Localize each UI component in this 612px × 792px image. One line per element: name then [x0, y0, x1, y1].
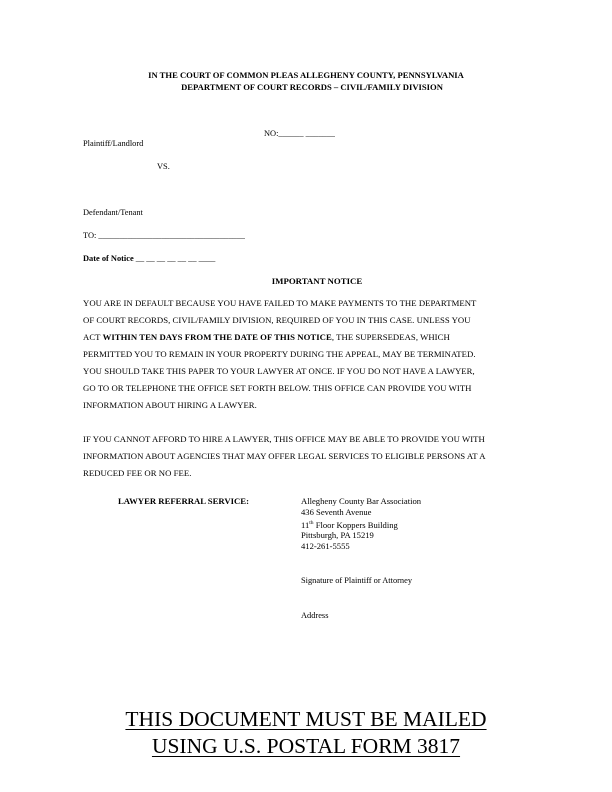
- notice-line-part: ACT: [83, 332, 103, 342]
- notice-line: INFORMATION ABOUT AGENCIES THAT MAY OFFER LEGAL SERVICES TO ELIGIBLE PERSONS AT A: [83, 451, 486, 461]
- notice-deadline-text: WITHIN TEN DAYS FROM THE DATE OF THIS NOTICE: [102, 332, 332, 342]
- referral-city: Pittsburgh, PA 15219: [301, 530, 374, 540]
- notice-line: GO TO OR TELEPHONE THE OFFICE SET FORTH BELOW. THIS OFFICE CAN PROVIDE YOU WITH: [83, 383, 472, 393]
- case-number-field[interactable]: NO:______ _______: [264, 129, 335, 138]
- versus-label: VS.: [157, 162, 170, 171]
- referral-street: 436 Seventh Avenue: [301, 507, 372, 517]
- signature-field[interactable]: Signature of Plaintiff or Attorney: [301, 576, 413, 585]
- notice-line: OF COURT RECORDS, CIVIL/FAMILY DIVISION, REQUIRED OF YOU IN THIS CASE. UNLESS YOU: [83, 315, 471, 325]
- floor-number: 11: [301, 519, 310, 530]
- floor-suffix: th: [309, 520, 314, 526]
- division-title: DEPARTMENT OF COURT RECORDS – CIVIL/FAMILY DIVISION: [181, 82, 443, 92]
- date-of-notice-label: Date of Notice: [83, 254, 134, 263]
- to-field[interactable]: TO: ___________________________________: [83, 231, 245, 240]
- referral-label: LAWYER REFERRAL SERVICE:: [118, 496, 249, 506]
- notice-line: YOU SHOULD TAKE THIS PAPER TO YOUR LAWYER AT ONCE. IF YOU DO NOT HAVE A LAWYER,: [83, 366, 475, 376]
- defendant-label: Defendant/Tenant: [83, 208, 143, 217]
- mailing-requirement-text: THIS DOCUMENT MUST BE MAILED: [125, 707, 487, 731]
- mailing-requirement-text: USING U.S. POSTAL FORM 3817: [151, 734, 461, 758]
- plaintiff-label: Plaintiff/Landlord: [83, 139, 144, 148]
- address-field[interactable]: Address: [301, 611, 329, 620]
- referral-org: Allegheny County Bar Association: [301, 496, 422, 506]
- mailing-requirement-line2: [0, 734, 612, 759]
- notice-line: IF YOU CANNOT AFFORD TO HIRE A LAWYER, THIS OFFICE MAY BE ABLE TO PROVIDE YOU WITH: [83, 434, 485, 444]
- notice-title: IMPORTANT NOTICE: [271, 276, 363, 286]
- mailing-requirement-line1: [0, 707, 612, 732]
- notice-line: REDUCED FEE OR NO FEE.: [83, 468, 192, 478]
- court-title: IN THE COURT OF COMMON PLEAS ALLEGHENY COUNTY, PENNSYLVANIA: [148, 70, 464, 80]
- date-of-notice-blank: __ __ __ __ __ __ ____: [133, 254, 216, 263]
- notice-line: YOU ARE IN DEFAULT BECAUSE YOU HAVE FAILED TO MAKE PAYMENTS TO THE DEPARTMENT: [83, 298, 477, 308]
- floor-building: Floor Koppers Building: [313, 519, 398, 530]
- notice-line-part: , THE SUPERSEDEAS, WHICH: [331, 332, 450, 342]
- date-of-notice-field[interactable]: [83, 254, 215, 263]
- notice-line: [83, 332, 450, 342]
- notice-line: PERMITTED YOU TO REMAIN IN YOUR PROPERTY DURING THE APPEAL, MAY BE TERMINATED.: [83, 349, 476, 359]
- notice-line: INFORMATION ABOUT HIRING A LAWYER.: [83, 400, 257, 410]
- referral-phone: 412-261-5555: [301, 541, 350, 551]
